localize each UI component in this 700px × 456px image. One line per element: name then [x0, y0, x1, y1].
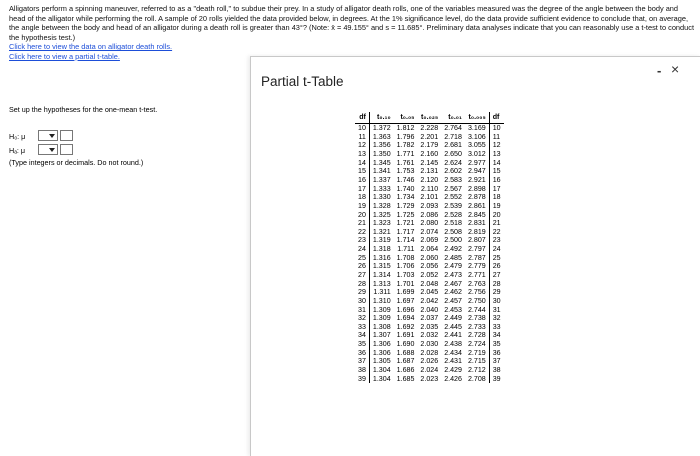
table-cell: 38: [355, 366, 369, 375]
h0-operator-select[interactable]: [38, 130, 58, 141]
instruction-text: Set up the hypotheses for the one-mean t-test.: [9, 105, 158, 114]
table-cell: 1.345: [372, 158, 391, 167]
table-cell: 2.738: [467, 314, 486, 323]
table-cell: 2.763: [467, 279, 486, 288]
table-cell: 23: [355, 236, 369, 245]
table-row: [355, 245, 504, 254]
table-cell: 11: [489, 133, 503, 142]
table-cell: 1.309: [372, 305, 391, 314]
table-cell: 2.453: [444, 305, 462, 314]
table-cell: 2.807: [467, 236, 486, 245]
table-cell: 1.304: [372, 374, 391, 383]
table-cell: 2.026: [420, 357, 439, 366]
table-cell: 2.715: [467, 357, 486, 366]
table-cell: 34: [489, 331, 503, 340]
table-cell: 14: [355, 159, 369, 168]
table-cell: 2.708: [467, 374, 486, 383]
minimize-button[interactable]: -: [657, 63, 662, 78]
table-cell: 25: [355, 254, 369, 263]
table-cell: 2.787: [467, 253, 486, 262]
table-cell: 2.764: [444, 124, 462, 133]
table-cell: 2.712: [467, 366, 486, 375]
table-cell: 2.492: [444, 245, 462, 254]
table-row: [355, 202, 504, 211]
table-row: [355, 219, 504, 228]
table-cell: 2.120: [420, 175, 439, 184]
header-t-001: t₀.₀₁: [441, 112, 465, 124]
table-cell: 2.028: [420, 348, 439, 357]
table-cell: 2.733: [467, 322, 486, 331]
table-cell: 2.426: [444, 374, 462, 383]
table-row: [355, 150, 504, 159]
table-cell: 1.725: [396, 210, 415, 219]
table-cell: 2.602: [444, 167, 462, 176]
table-cell: 22: [355, 228, 369, 237]
table-cell: 2.228: [420, 124, 439, 133]
table-cell: 19: [355, 202, 369, 211]
alt-hypothesis-row: [9, 143, 249, 157]
table-cell: 2.438: [444, 340, 462, 349]
table-cell: 1.708: [396, 253, 415, 262]
table-cell: 17: [489, 184, 503, 193]
table-row: [355, 271, 504, 280]
table-cell: 2.500: [444, 236, 462, 245]
table-cell: 1.363: [372, 132, 391, 141]
table-cell: 1.686: [396, 366, 415, 375]
table-cell: 1.717: [396, 227, 415, 236]
table-cell: 2.110: [420, 184, 439, 193]
table-row: [355, 297, 504, 306]
table-cell: 39: [355, 375, 369, 384]
table-cell: 36: [489, 349, 503, 358]
h0-value-input[interactable]: [60, 130, 73, 141]
table-cell: 13: [489, 150, 503, 159]
table-cell: 15: [355, 167, 369, 176]
table-cell: 24: [489, 245, 503, 254]
table-row: [355, 288, 504, 297]
chevron-down-icon: [49, 148, 55, 152]
table-row: [355, 210, 504, 219]
table-cell: 1.771: [396, 150, 415, 159]
table-cell: 24: [355, 245, 369, 254]
table-cell: 1.706: [396, 262, 415, 271]
table-cell: 2.179: [420, 141, 439, 150]
table-cell: 2.201: [420, 132, 439, 141]
table-row: [355, 167, 504, 176]
table-cell: 2.445: [444, 322, 462, 331]
table-cell: 1.703: [396, 271, 415, 279]
table-cell: 1.310: [372, 296, 391, 305]
table-cell: 2.878: [467, 193, 486, 202]
table-cell: 1.321: [372, 227, 391, 236]
table-row: [355, 314, 504, 323]
table-cell: 1.337: [372, 175, 391, 184]
table-row: [355, 254, 504, 263]
table-cell: 30: [355, 297, 369, 306]
table-cell: 2.145: [420, 158, 439, 167]
header-t-0025: t₀.₀₂₅: [417, 112, 441, 124]
table-row: [355, 375, 504, 384]
table-cell: 2.583: [444, 175, 462, 184]
ha-label: Hₐ: μ: [9, 146, 25, 155]
table-cell: 32: [489, 314, 503, 323]
table-cell: 2.024: [420, 366, 439, 375]
table-cell: 35: [489, 340, 503, 349]
table-cell: 37: [355, 357, 369, 366]
ha-value-input[interactable]: [60, 144, 73, 155]
t-table-header-row: [355, 112, 504, 124]
table-cell: 31: [489, 305, 503, 314]
table-cell: 29: [355, 288, 369, 297]
table-cell: 3.012: [467, 150, 486, 159]
table-cell: 1.714: [396, 236, 415, 245]
table-cell: 2.518: [444, 219, 462, 228]
table-cell: 1.691: [396, 331, 415, 340]
table-cell: 2.030: [420, 340, 439, 349]
chevron-down-icon: [49, 134, 55, 138]
header-df-right: df: [489, 112, 503, 124]
table-cell: 12: [355, 141, 369, 150]
table-row: [355, 184, 504, 193]
table-cell: 16: [355, 176, 369, 185]
table-row: [355, 133, 504, 142]
table-cell: 2.771: [467, 271, 486, 279]
table-cell: 2.086: [420, 210, 439, 219]
table-cell: 2.947: [467, 167, 486, 176]
table-cell: 20: [355, 210, 369, 219]
close-icon[interactable]: ×: [671, 61, 680, 77]
table-cell: 2.724: [467, 340, 486, 349]
table-cell: 14: [489, 159, 503, 168]
table-cell: 2.052: [420, 271, 439, 279]
table-row: [355, 331, 504, 340]
ha-operator-select[interactable]: [38, 144, 58, 155]
table-cell: 38: [489, 366, 503, 375]
table-cell: 31: [355, 305, 369, 314]
table-cell: 32: [355, 314, 369, 323]
table-cell: 1.328: [372, 201, 391, 210]
table-cell: 2.023: [420, 374, 439, 383]
table-cell: 1.372: [372, 124, 391, 133]
table-cell: 25: [489, 254, 503, 263]
table-row: [355, 228, 504, 237]
table-cell: 2.552: [444, 193, 462, 202]
table-cell: 2.467: [444, 279, 462, 288]
table-cell: 13: [355, 150, 369, 159]
table-cell: 1.325: [372, 210, 391, 219]
table-cell: 2.032: [420, 331, 439, 340]
table-cell: 27: [355, 271, 369, 280]
table-cell: 2.160: [420, 150, 439, 159]
table-cell: 2.048: [420, 279, 439, 288]
table-cell: 34: [355, 331, 369, 340]
table-cell: 17: [355, 184, 369, 193]
table-cell: 30: [489, 297, 503, 306]
table-cell: 1.734: [396, 193, 415, 202]
table-cell: 2.756: [467, 288, 486, 297]
table-cell: 3.169: [467, 124, 486, 133]
table-cell: 1.753: [396, 167, 415, 176]
table-cell: 2.457: [444, 296, 462, 305]
table-row: [355, 349, 504, 358]
table-cell: 2.035: [420, 322, 439, 331]
table-cell: 39: [489, 375, 503, 384]
table-cell: 18: [355, 193, 369, 202]
table-cell: 2.473: [444, 271, 462, 279]
table-cell: 1.313: [372, 279, 391, 288]
table-cell: 2.650: [444, 150, 462, 159]
table-row: [355, 357, 504, 366]
table-cell: 2.681: [444, 141, 462, 150]
null-hypothesis-row: [9, 129, 249, 143]
table-cell: 2.528: [444, 210, 462, 219]
table-cell: 21: [355, 219, 369, 228]
table-row: [355, 236, 504, 245]
table-cell: 1.685: [396, 374, 415, 383]
table-cell: 2.718: [444, 132, 462, 141]
table-cell: 33: [355, 323, 369, 332]
h0-label: H₀: μ: [9, 132, 26, 141]
table-cell: 1.740: [396, 184, 415, 193]
table-cell: 23: [489, 236, 503, 245]
table-cell: 2.779: [467, 262, 486, 271]
table-cell: 12: [489, 141, 503, 150]
table-cell: 2.831: [467, 219, 486, 228]
table-cell: 1.696: [396, 305, 415, 314]
hypotheses-panel: [9, 105, 249, 167]
dialog-title: Partial t-Table: [261, 74, 344, 89]
table-cell: 2.479: [444, 262, 462, 271]
table-cell: 22: [489, 228, 503, 237]
table-cell: 1.688: [396, 348, 415, 357]
header-df: df: [355, 112, 369, 124]
table-cell: 1.782: [396, 141, 415, 150]
table-cell: 1.699: [396, 288, 415, 297]
table-cell: 1.330: [372, 193, 391, 202]
table-cell: 1.309: [372, 314, 391, 323]
table-cell: 1.690: [396, 340, 415, 349]
table-cell: 2.567: [444, 184, 462, 193]
table-cell: 1.308: [372, 322, 391, 331]
table-cell: 2.797: [467, 245, 486, 254]
table-cell: 29: [489, 288, 503, 297]
table-cell: 2.728: [467, 331, 486, 340]
table-row: [355, 366, 504, 375]
table-cell: 2.056: [420, 262, 439, 271]
table-row: [355, 176, 504, 185]
table-cell: 36: [355, 349, 369, 358]
table-cell: 20: [489, 210, 503, 219]
table-row: [355, 141, 504, 150]
table-cell: 2.462: [444, 288, 462, 297]
table-cell: 18: [489, 193, 503, 202]
table-cell: 33: [489, 323, 503, 332]
table-cell: 2.750: [467, 296, 486, 305]
table-cell: 1.307: [372, 331, 391, 340]
table-cell: 1.341: [372, 167, 391, 176]
problem-statement: [9, 4, 695, 61]
table-cell: 2.898: [467, 184, 486, 193]
table-cell: 1.796: [396, 132, 415, 141]
table-cell: 26: [489, 262, 503, 271]
header-t-005: t₀.₀₅: [394, 112, 418, 124]
table-cell: 19: [489, 202, 503, 211]
table-cell: 16: [489, 176, 503, 185]
table-cell: 1.305: [372, 357, 391, 366]
table-cell: 1.721: [396, 219, 415, 228]
table-cell: 2.441: [444, 331, 462, 340]
table-cell: 15: [489, 167, 503, 176]
table-cell: 1.333: [372, 184, 391, 193]
table-cell: 35: [355, 340, 369, 349]
table-row: [355, 323, 504, 332]
table-cell: 2.040: [420, 305, 439, 314]
table-cell: 2.508: [444, 227, 462, 236]
table-cell: 3.106: [467, 132, 486, 141]
table-cell: 2.064: [420, 245, 439, 254]
header-t-0005: t₀.₀₀₅: [465, 112, 489, 124]
table-cell: 2.819: [467, 227, 486, 236]
table-cell: 21: [489, 219, 503, 228]
table-cell: 1.314: [372, 271, 391, 279]
table-row: [355, 340, 504, 349]
table-cell: 1.697: [396, 296, 415, 305]
table-cell: 1.316: [372, 253, 391, 262]
table-cell: 2.429: [444, 366, 462, 375]
answer-format-hint: (Type integers or decimals. Do not round.): [9, 158, 144, 167]
table-cell: 28: [489, 280, 503, 289]
view-data-link[interactable]: Click here to view the data on alligator death rolls.: [9, 42, 173, 52]
table-cell: 1.323: [372, 219, 391, 228]
table-cell: 10: [355, 124, 369, 133]
table-cell: 1.692: [396, 322, 415, 331]
table-cell: 1.311: [373, 288, 391, 297]
table-cell: 1.304: [372, 366, 391, 375]
t-table-dialog: [250, 56, 700, 456]
table-cell: 2.101: [420, 193, 439, 202]
table-cell: 1.761: [396, 158, 415, 167]
table-cell: 2.449: [444, 314, 462, 323]
table-cell: 2.977: [467, 158, 486, 167]
table-cell: 1.701: [396, 279, 415, 288]
table-cell: 2.093: [420, 201, 439, 210]
table-cell: 2.744: [467, 305, 486, 314]
table-cell: 2.131: [420, 167, 439, 176]
table-cell: 2.042: [420, 296, 439, 305]
table-cell: 2.845: [467, 210, 486, 219]
table-cell: 1.711: [397, 245, 415, 254]
table-cell: 1.318: [372, 245, 391, 254]
t-table: [355, 112, 504, 383]
table-cell: 1.812: [396, 124, 415, 133]
table-row: [355, 159, 504, 168]
table-row: [355, 262, 504, 271]
table-row: [355, 124, 504, 133]
table-cell: 37: [489, 357, 503, 366]
table-row: [355, 305, 504, 314]
table-cell: 2.485: [444, 253, 462, 262]
table-cell: 1.315: [372, 262, 391, 271]
table-cell: 1.350: [372, 150, 391, 159]
table-cell: 1.694: [396, 314, 415, 323]
table-cell: 2.539: [444, 201, 462, 210]
table-cell: 2.431: [444, 357, 462, 366]
table-cell: 2.861: [467, 201, 486, 210]
table-cell: 3.055: [467, 141, 486, 150]
table-cell: 1.729: [396, 201, 415, 210]
table-cell: 10: [489, 124, 503, 133]
table-cell: 2.434: [444, 348, 462, 357]
table-cell: 26: [355, 262, 369, 271]
table-cell: 1.746: [396, 175, 415, 184]
table-cell: 27: [489, 271, 503, 280]
table-cell: 2.060: [420, 253, 439, 262]
table-cell: 2.045: [420, 288, 439, 297]
table-row: [355, 193, 504, 202]
table-cell: 2.719: [467, 348, 486, 357]
table-cell: 11: [355, 133, 369, 142]
table-cell: 1.319: [372, 236, 391, 245]
problem-text: Alligators perform a spinning maneuver, referred to as a "death roll," to subdue their prey. In a study of alligator death rolls, one of the variables measured was the degree of the angle between the body and head of the alligator while performing the roll. A sample of 20 rolls yielded the data provided below, in degrees. At the 1% significance level, do the data provide sufficient evidence to conclude that, on average, the angle between the body and head of an alligator during a death roll is greater than 43°? (Note: x̄ = 49.155° and s = 11.685°. Preliminary data analyses indicate that you can reasonably use a t-test to conduct the hypothesis test.): [9, 4, 695, 42]
table-cell: 1.687: [396, 357, 415, 366]
table-cell: 1.306: [372, 340, 391, 349]
table-cell: 2.037: [420, 314, 439, 323]
table-cell: 1.306: [372, 348, 391, 357]
table-cell: 28: [355, 280, 369, 289]
table-cell: 2.069: [420, 236, 439, 245]
table-row: [355, 280, 504, 289]
table-cell: 2.080: [420, 219, 439, 228]
table-cell: 2.921: [467, 175, 486, 184]
view-t-table-link[interactable]: Click here to view a partial t-table.: [9, 51, 120, 61]
table-cell: 2.624: [444, 158, 462, 167]
table-cell: 2.074: [420, 227, 439, 236]
table-cell: 1.356: [372, 141, 391, 150]
header-t-010: t₀.₁₀: [369, 112, 393, 124]
